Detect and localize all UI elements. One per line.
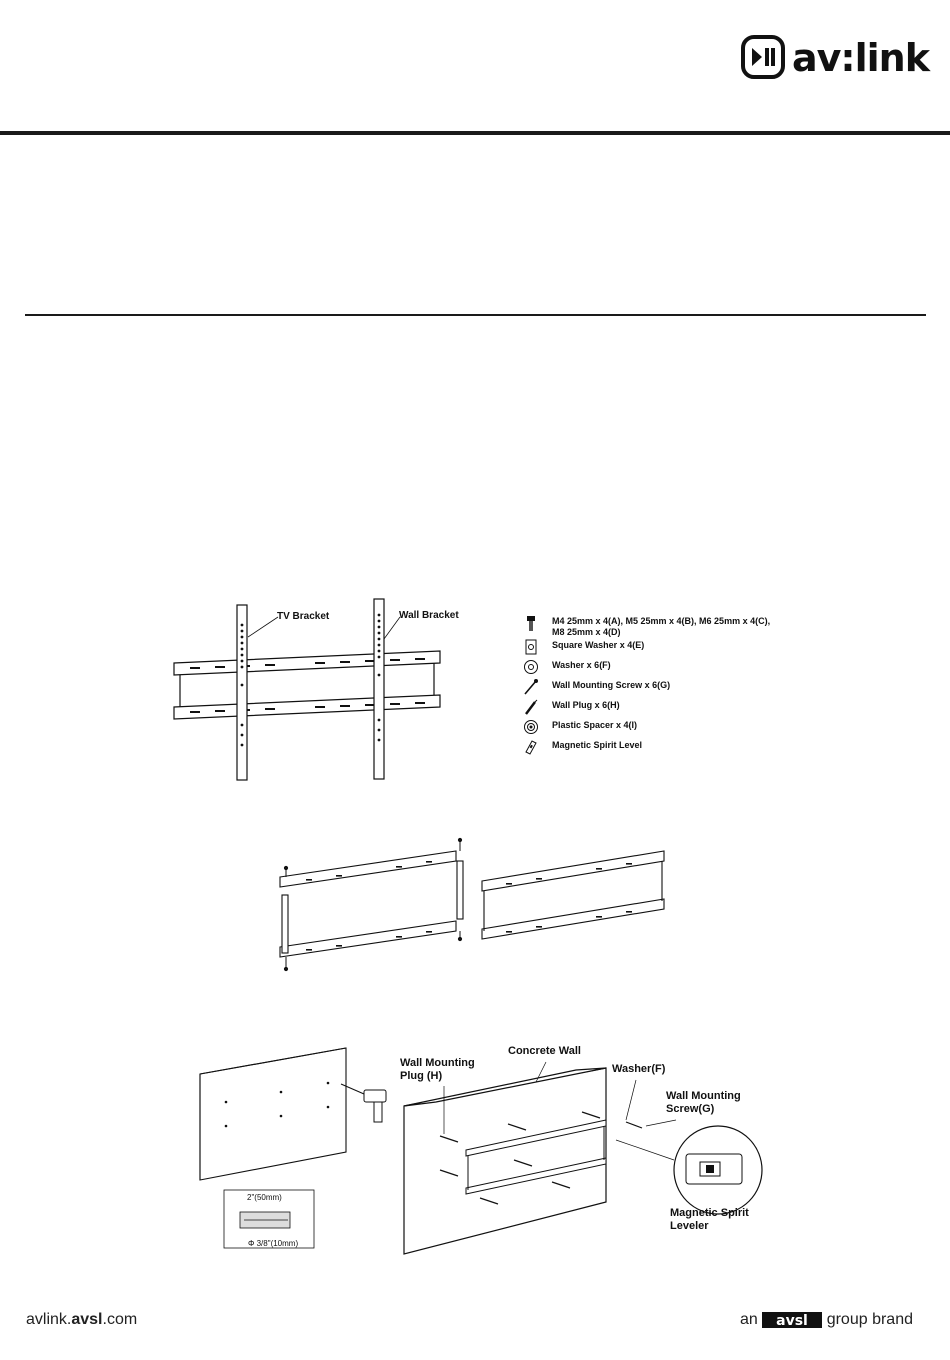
part-item-wall-plug: [522, 698, 822, 716]
part-label: Plastic Spacer x 4(I): [552, 720, 638, 730]
part-label: Square Washer x 4(E): [552, 640, 645, 650]
part-item-square-washer: [522, 638, 822, 656]
brand-name: av:link: [792, 36, 929, 80]
wall-plug-callout: Wall Mounting Plug (H): [400, 1057, 475, 1082]
part-label: Washer x 6(F): [552, 660, 611, 670]
part-label: Wall Mounting Screw x 6(G): [552, 680, 671, 690]
wall-screw-callout: Wall Mounting Screw(G): [666, 1090, 741, 1115]
part-item-bolts: [522, 614, 822, 637]
brand-logo: [740, 34, 930, 84]
screw-icon: [522, 678, 540, 696]
part-item-screw: [522, 678, 822, 696]
svg-text:avsl: avsl: [776, 1313, 809, 1329]
group-brand-suffix: group brand: [826, 1311, 913, 1329]
part-label: M8 25mm x 4(D): [552, 627, 621, 637]
bolt-icon: [522, 614, 540, 632]
wall-plug-icon: [522, 698, 540, 716]
hole-diameter-label: Φ 3/8"(10mm): [248, 1239, 299, 1248]
washer-icon: [522, 658, 540, 676]
concrete-wall-callout: Concrete Wall: [508, 1045, 581, 1057]
part-item-washer: [522, 658, 822, 676]
header-divider: [0, 131, 950, 135]
wall-bracket-label: Wall Bracket: [399, 610, 459, 621]
part-label: M4 25mm x 4(A), M5 25mm x 4(B), M6 25mm x 4(C),: [552, 616, 771, 626]
part-label: Magnetic Spirit Level: [552, 740, 643, 750]
part-item-spirit-level: [522, 738, 822, 756]
bracket-diagram: [170, 595, 450, 785]
section-divider: [25, 314, 926, 316]
hole-width-label: 2"(50mm): [247, 1193, 282, 1202]
part-item-spacer: [522, 718, 822, 736]
group-brand-prefix: an: [740, 1311, 758, 1329]
spirit-leveler-callout: Magnetic Spirit Leveler: [670, 1207, 749, 1232]
part-label: Wall Plug x 6(H): [552, 700, 620, 710]
avsl-logo: [762, 1311, 822, 1329]
washer-callout: Washer(F): [612, 1063, 666, 1075]
play-pause-icon: [740, 34, 786, 80]
group-brand: [740, 1311, 930, 1331]
square-washer-icon: [522, 638, 540, 656]
assembly-diagram: [276, 835, 668, 977]
spirit-level-icon: [522, 738, 540, 756]
tv-bracket-label: TV Bracket: [277, 611, 330, 622]
website-link[interactable]: avlink.avsl.com: [26, 1311, 138, 1328]
spacer-icon: [522, 718, 540, 736]
